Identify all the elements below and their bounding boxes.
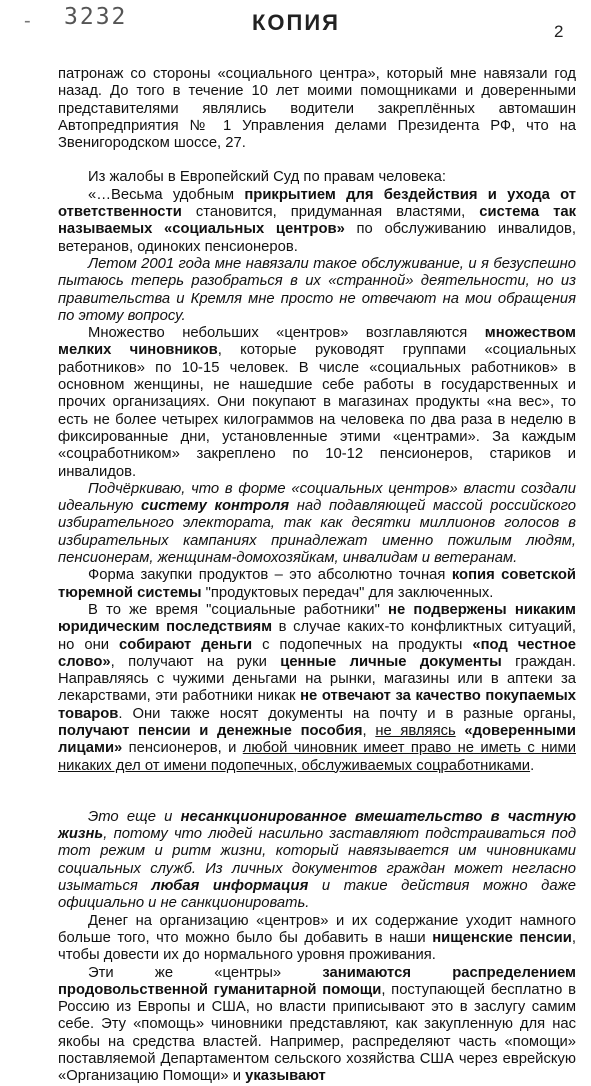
underlined-run: любой чиновник имеет право не иметь с ними никаких дел от имени подопечных, обслуживаемых соцработниками	[58, 740, 576, 774]
text-run: "продуктовых передач" для заключенных.	[201, 584, 494, 601]
bold-run: множеством мелких чиновников	[58, 325, 576, 359]
paragraph-1	[58, 66, 576, 152]
text-run: над подавляющей массой российского избирательного электората, так как десятки миллионов голосов в избирательных кампаниях принадлежат именно пожилым людям, пенсионерам, женщинам-домохозяйкам, инвалидам и ветеранам.	[58, 498, 576, 567]
text-run: В то же время "социальные работники"	[88, 601, 389, 618]
text-run: Это еще и	[88, 808, 181, 825]
text-run: .	[530, 757, 535, 774]
bold-run: «доверенными лицами»	[58, 722, 577, 757]
paragraph-4	[58, 256, 576, 325]
text-run: , получают на руки	[110, 653, 281, 670]
paragraph-6	[58, 481, 576, 567]
bold-run: не подвержены никаким юридическим последствиям	[58, 601, 576, 636]
bold-run: систему контроля	[140, 498, 290, 515]
underlined-run: не являясь	[375, 722, 456, 739]
bold-run: ценные личные документы	[280, 653, 502, 670]
paragraph-2	[58, 169, 576, 186]
copy-stamp: КОПИЯ	[252, 10, 340, 35]
bold-run: не отвечают за качество покупаемых товаров	[58, 688, 576, 722]
bold-run: получают пенсии и денежные пособия	[58, 722, 363, 739]
bold-run: любая информация	[151, 878, 309, 895]
text-run: Денег на организацию «центров» и их содержание уходит намного больше того, что можно было бы добавить в наши	[58, 912, 576, 946]
handwritten-number: 3232	[64, 4, 128, 30]
text-run: Эти же «центры»	[88, 964, 323, 981]
page-number: 2	[554, 22, 564, 41]
text-run: ,	[362, 722, 376, 739]
text-run: Подчёркиваю, что в форме «социальных центров» власти создали идеальную	[58, 480, 576, 515]
text-run: , поступающей бесплатно в Россию из Европы и США, но власти приписывают это в заслугу самим себе. Эту «помощь» чиновники представляют, как закупленную для нас якобы на средства властей. Например, распределяют часть «помощи» поставляемой Департаментом сельского хозяйства США через еврейскую «Организацию Помощи» и	[58, 981, 576, 1085]
bold-run: собирают деньги	[118, 636, 253, 653]
text-run: с подопечных на продукты	[252, 636, 473, 653]
text-run: «…Весьма удобным	[88, 186, 245, 203]
text-run: становится, придуманная властями,	[181, 204, 480, 221]
text-run: граждан. Направляясь с чужими деньгами на рынки, магазины или в аптеки за лекарствами, эти работники никак	[58, 653, 576, 705]
text-run: . Они также носят документы на почту и в разные органы,	[118, 705, 576, 722]
text-run: Из жалобы в Европейский Суд по правам человека:	[88, 169, 447, 186]
text-run: в случае каких-то конфликтных ситуаций, но они	[58, 619, 576, 653]
paragraph-5	[58, 325, 576, 481]
paragraph-3	[58, 187, 576, 256]
bold-run: система так называемых «социальных центров»	[58, 204, 576, 238]
paragraph-11	[58, 965, 576, 1086]
text-run: патронаж со стороны «социального центра», который мне навязали год назад. До того в течение 10 лет моими помощниками и доверенными представителями являлись водители закреплённых автомашин Автопредприятия № 1 Управления делами Президента РФ, что на Звенигородском шоссе, 27.	[58, 66, 576, 152]
bold-run: занимаются распределением продовольственной гуманитарной помощи	[58, 964, 576, 998]
bold-run: «под честное слово»	[58, 636, 577, 670]
text-run: Форма закупки продуктов – это абсолютно точная	[88, 567, 452, 584]
text-run: , которые руководят группами «социальных работников» по 10-15 человек. В числе «социальных работников» в основном женщины, не нашедшие себе работы в государственных и прочих организациях. Они покупают в магазинах продукты «на вес», то есть не более четырех килограммов на человека по два раза в неделю в фиксированные дни, установленные этими «центрами». За каждым «соцработником» закреплено по 10-12 пенсионеров, стариков и инвалидов.	[58, 342, 576, 480]
paragraph-10	[58, 913, 576, 965]
text-run: по обслуживанию инвалидов, ветеранов, одиноких пенсионеров.	[58, 221, 576, 255]
margin-dash: -	[24, 10, 31, 32]
bold-run: указывают	[245, 1068, 326, 1085]
text-run: Летом 2001 года мне навязали такое обслуживание, и я безуспешно пытаюсь теперь разобраться в их «странной» деятельности, но из правительства и Кремля мне просто не отвечают на мои обращения по этому вопросу.	[58, 255, 576, 324]
bold-run: прикрытием для бездействия и ухода от ответственности	[58, 186, 576, 221]
text-run: и такие действия можно даже официально и не санкционировать.	[58, 878, 576, 912]
document-body	[58, 66, 576, 1086]
text-run: пенсионеров, и	[122, 740, 243, 757]
text-run: , чтобы довести их до нормального уровня проживания.	[58, 929, 576, 964]
bold-run: копия советской тюремной системы	[58, 567, 577, 601]
bold-run: несанкционированное вмешательство в частную жизнь	[58, 808, 576, 843]
text-run: , потому что людей насильно заставляют подстраиваться под тот режим и ритм жизни, который навязывается им чиновниками социальных служб. Из личных документов граждан может негласно изыматься	[58, 826, 576, 895]
paragraph-8	[58, 602, 576, 775]
paragraph-9	[58, 809, 576, 913]
bold-run: нищенские пенсии	[432, 929, 572, 946]
text-run: Множество небольших «центров» возглавляются	[88, 325, 485, 342]
paragraph-7	[58, 567, 576, 602]
